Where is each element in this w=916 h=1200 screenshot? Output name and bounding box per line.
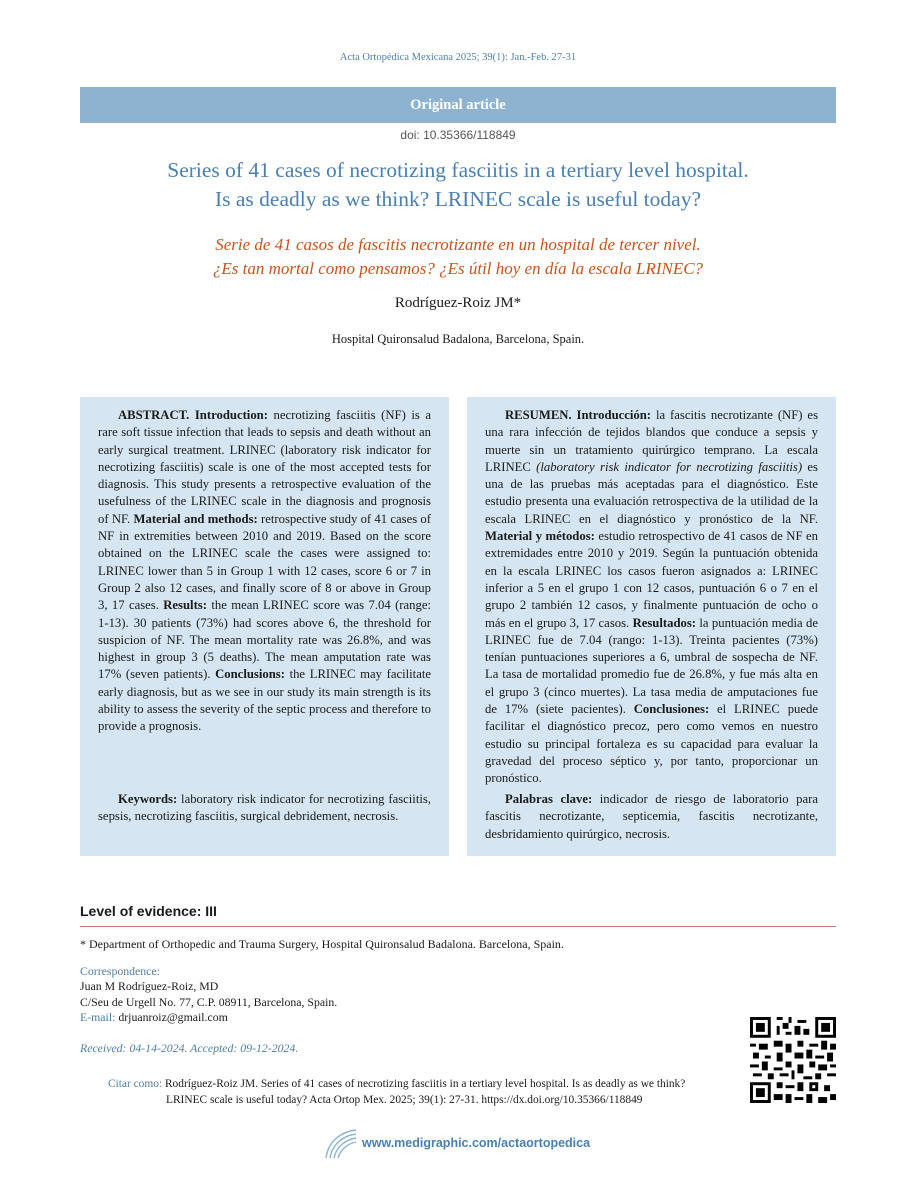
medigraphic-logo-icon <box>320 1124 360 1164</box>
journal-citation-line: Acta Ortopédica Mexicana 2025; 39(1): Jan.-Feb. 27-31 <box>339 52 577 63</box>
title-english-line-1: Series of 41 cases of necrotizing fasciitis in a tertiary level hospital. <box>167 158 749 182</box>
department-footnote: * Department of Orthopedic and Trauma Surgery, Hospital Quironsalud Badalona. Barcelona, Spain. <box>80 937 564 951</box>
article-type-banner <box>80 87 836 123</box>
email-label: E-mail: <box>80 1009 116 1024</box>
author: Rodríguez-Roiz JM* <box>394 295 522 311</box>
correspondence-label: Correspondence: <box>80 964 160 978</box>
resumen-intro-italic: (laboratory risk indicator for necrotizing fasciitis) <box>536 459 803 474</box>
abstract-heading: ABSTRACT. Introduction: <box>118 408 268 422</box>
doi[interactable]: doi: 10.35366/118849 <box>400 128 516 142</box>
citation-label: Citar como: <box>108 1078 163 1090</box>
divider <box>80 926 836 927</box>
title-spanish-line-1: Serie de 41 casos de fascitis necrotizante en un hospital de tercer nivel. <box>215 235 701 254</box>
metodos-text: estudio retrospectivo de 41 casos de NF en extremidades entre 2010 y 2019. Según la puntuación obtenida en la escala LRINEC los casos fueron asignados a: LRINEC inferior a 5 en el grupo 1 con 12 casos, puntuación 6 o 7 en el grupo 2 también 12 casos, y finalmente puntuación de ocho o más en el grupo 3, 17 casos. <box>485 529 818 630</box>
abstract-spanish-text <box>485 407 818 788</box>
abstract-english-box <box>80 397 449 856</box>
methods-text: retrospective study of 41 cases of NF in extremities between 2010 and 2019. Based on the score obtained on the LRINEC scale the cases were assigned to: LRINEC lower than 5 in Group 1 with 12 cases, score 6 or 7 in Group 2 also 12 cases, and finally score of 8 or above in Group 3, 17 cases. <box>98 511 431 613</box>
citation-line-1: Rodríguez-Roiz JM. Series of 41 cases of necrotizing fasciitis in a tertiary level hospital. Is as deadly as we think? <box>162 1078 686 1090</box>
affiliation: Hospital Quironsalud Badalona, Barcelona, Spain. <box>331 332 585 346</box>
correspondence-block <box>80 964 337 1025</box>
resumen-intro-b: es una de las pruebas más aceptadas para el diagnóstico. Este estudio presenta una evaluación retrospectiva de la utilidad de la escala LRINEC en el diagnóstico y pronóstico de la NF. <box>485 459 818 526</box>
resumen-intro-a: la fascitis necrotizante (NF) es una rara infección de tejidos blandos que conduce a sepsis y muerte sin un tratamiento quirúrgico temprano. La escala LRINEC <box>485 408 819 474</box>
article-type-label: Original article <box>410 97 506 113</box>
abstract-english-text <box>98 407 431 736</box>
methods-heading: Material and methods: <box>133 511 258 526</box>
resultados-heading: Resultados: <box>632 615 697 630</box>
received-accepted-dates: Received: 04-14-2024. Accepted: 09-12-2024. <box>80 1041 299 1055</box>
conclusions-text: the LRINEC may facilitate early diagnosis, but as we see in our study its main strength is its ability to assess the severity of the septic process and therefore to provide a prognosis. <box>98 667 431 734</box>
footer-website-link[interactable]: www.medigraphic.com/actaortopedica <box>362 1136 591 1150</box>
abstract-intro: necrotizing fasciitis (NF) is a rare soft tissue infection that leads to sepsis and death without an early surgical treatment. LRINEC (laboratory risk indicator for necrotizing fasciitis) scale is one of the most accepted tests for diagnosis. This study presents a retrospective evaluation of the usefulness of the LRINEC scale in the diagnosis and prognosis of NF. <box>98 408 432 526</box>
resumen-heading: RESUMEN. Introducción: <box>505 408 652 422</box>
keywords-english <box>98 791 431 826</box>
email-link[interactable]: drjuanroiz@gmail.com <box>115 1009 228 1024</box>
results-heading: Results: <box>163 598 207 613</box>
qr-code-icon[interactable] <box>750 1017 836 1103</box>
abstract-spanish-box <box>467 397 836 856</box>
citation-block <box>108 1077 733 1108</box>
correspondence-name: Juan M Rodríguez-Roiz, MD <box>80 979 219 994</box>
palabras-clave-text: indicador de riesgo de laboratorio para fascitis necrotizante, septicemia, fascitis necrotizante, desbridamiento quirúrgico, necrosis. <box>485 792 818 841</box>
conclusions-heading: Conclusions: <box>215 667 285 682</box>
results-text: the mean LRINEC score was 7.04 (range: 1-13). 30 patients (73%) had scores above 6, the threshold for suspicion of NF. The mean mortality rate was 26.8%, and was highest in group 3 (5 deaths). The mean amputation rate was 17% (seven patients). <box>98 598 431 682</box>
resultados-text: la puntuación media de LRINEC fue de 7.04 (rango: 1-13). Treinta pacientes (73%) tenían puntuaciones superiores a 6, umbral de sospecha de NF. La tasa de mortalidad promedio fue de 26.8%, y fue más alta en el grupo 3 (cinco muertes). La tasa media de amputaciones fue de 17% (siete pacientes). <box>485 615 818 717</box>
keywords-heading: Keywords: <box>118 792 178 806</box>
metodos-heading: Material y métodos: <box>485 529 595 544</box>
keywords-text: laboratory risk indicator for necrotizing fasciitis, sepsis, necrotizing fasciitis, surgical debridement, necrosis. <box>98 792 431 824</box>
citation-line-2[interactable]: LRINEC scale is useful today? Acta Ortop Mex. 2025; 39(1): 27-31. https://dx.doi.org/10.35366/118849 <box>166 1093 643 1106</box>
conclusiones-heading: Conclusiones: <box>633 702 710 717</box>
conclusiones-text: el LRINEC puede facilitar el diagnóstico precoz, pero como vemos en nuestro estudio su principal fortaleza es su capacidad para evaluar la gravedad del proceso séptico y, por tanto, proporcionar un pronóstico. <box>485 702 818 786</box>
palabras-clave-heading: Palabras clave: <box>505 792 593 806</box>
title-spanish-line-2: ¿Es tan mortal como pensamos? ¿Es útil hoy en día la escala LRINEC? <box>212 259 704 278</box>
title-english <box>80 156 836 214</box>
correspondence-address: C/Seu de Urgell No. 77, C.P. 08911, Barcelona, Spain. <box>80 994 338 1009</box>
title-spanish <box>80 233 836 281</box>
level-of-evidence: Level of evidence: III <box>80 903 217 919</box>
title-english-line-2: Is as deadly as we think? LRINEC scale is useful today? <box>214 187 701 211</box>
keywords-spanish <box>485 791 818 843</box>
